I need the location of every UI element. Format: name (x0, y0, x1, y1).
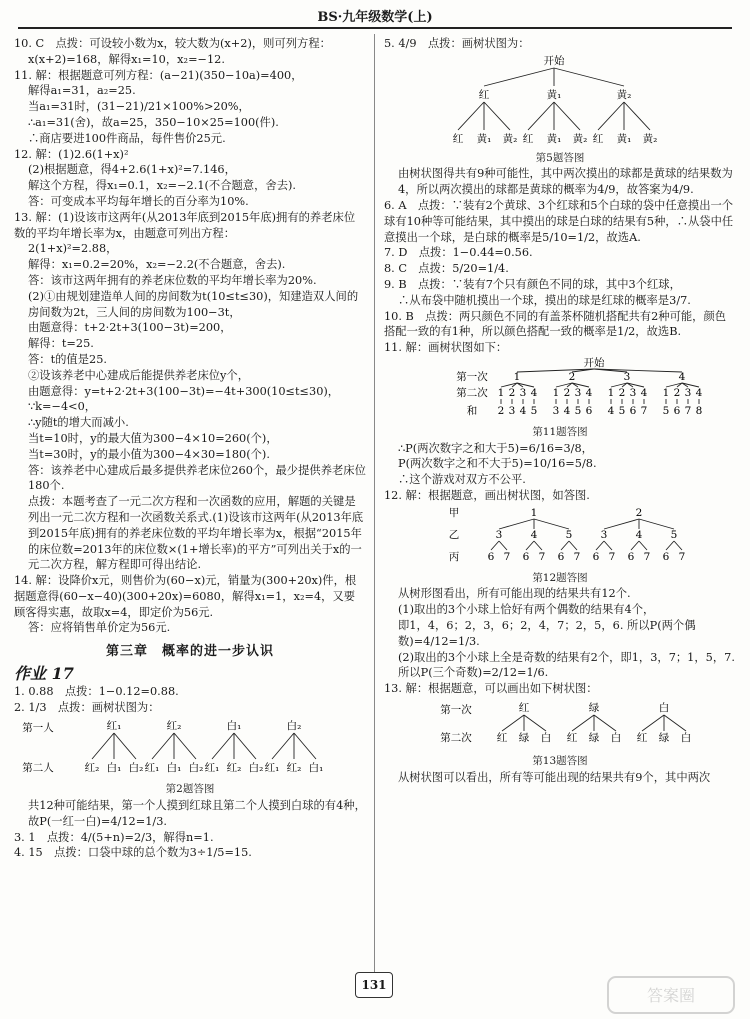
tree-node: 1 (513, 370, 521, 383)
answer-line: 11. 解：画树状图如下： (384, 341, 508, 355)
tree-leaf: 4 (695, 386, 703, 399)
tree-branch (664, 715, 686, 731)
row-label: 第二次 (456, 386, 488, 399)
tree-branch (458, 102, 484, 130)
tree-branch (604, 541, 612, 550)
tree-node: 绿 (588, 701, 600, 714)
answer-line: 答：可变成本平均每年增长的百分率为10%. (28, 194, 249, 208)
tree-leaf: 红 (592, 132, 604, 145)
tree-leaf: 白₂ (188, 762, 204, 775)
tree-branch (642, 715, 664, 731)
answer-line: 解得：x₁=0.2=20%，x₂=−2.2(不合题意，舍去). (28, 258, 286, 272)
tree-leaf: 白₂ (248, 762, 264, 775)
tree-branch (524, 715, 546, 731)
header-rule (18, 27, 732, 29)
tree-sum: 6 (673, 404, 681, 417)
answer-line: 13. 解：根据题意，可以画出如下树状图： (384, 682, 598, 696)
answer-line: 当t=30时，y的最小值为300−4×30=180(个). (28, 447, 270, 461)
answer-line: 即1，4，6；2，3，6；2，4，7；2，5，6. 所以P(两个偶数)=4/12=1/3. (398, 618, 696, 648)
row-label: 第一人 (22, 722, 54, 735)
tree-leaf: 7 (573, 550, 581, 563)
answer-line: 解这个方程，得x₁=0.1，x₂=−2.1(不合题意，舍去). (28, 179, 296, 193)
tree-branch (499, 519, 534, 529)
tree-sum: 3 (552, 404, 560, 417)
answer-line: ∵k=−4<0， (28, 400, 97, 414)
answer-line: 12. 解：(1)2.6(1+x)² (14, 147, 129, 161)
tree-branch (484, 102, 510, 130)
tree-branch (534, 519, 569, 529)
tree-branch (234, 733, 256, 759)
answer-line: ∴商店要进100件商品，每件售价25元. (28, 131, 226, 145)
tree-root: 开始 (583, 356, 605, 369)
tree-branch (484, 68, 554, 86)
answer-line: x(x+2)=168，解得x₁=10，x₂=−12. (28, 52, 225, 66)
answer-line: 1. 0.88 点拨：1−0.12=0.88. (14, 684, 179, 698)
tree-leaf: 黄₂ (502, 132, 518, 145)
tree-branch (499, 541, 507, 550)
tree-branch (554, 102, 580, 130)
tree-branch (212, 733, 234, 759)
tree-sum: 3 (508, 404, 516, 417)
tree-leaf: 红₂ (84, 762, 100, 775)
row-label: 第一次 (440, 703, 472, 716)
svg-text:答案圈: 答案圈 (646, 986, 696, 1005)
tree-branch (624, 102, 650, 130)
answer-line: 2(1+x)²=2.88， (28, 242, 118, 256)
row-label: 第二次 (440, 731, 472, 744)
column-divider (374, 34, 375, 994)
answer-line: 8. C 点拨：5/20=1/4. (384, 262, 509, 276)
answer-line: 7. D 点拨：1−0.44=0.56. (384, 246, 533, 260)
figure-2-tree (14, 715, 366, 777)
tree-branch (594, 715, 616, 731)
tree-sum: 5 (530, 404, 538, 417)
homework-title: 作业 17 (14, 664, 74, 684)
tree-leaf: 3 (629, 386, 637, 399)
tree-leaf: 红₂ (286, 762, 302, 775)
tree-leaf: 7 (608, 550, 616, 563)
tree-leaf: 黄₁ (546, 132, 562, 145)
tree-branch (272, 733, 294, 759)
tree-branch (114, 733, 136, 759)
row-label: 第二人 (22, 762, 54, 775)
tree-sum: 6 (585, 404, 593, 417)
answer-line: ∴a₁=31(舍)，故a=25，350−10×25=100(件). (28, 115, 279, 129)
tree-branch (639, 541, 647, 550)
tree-node: 红 (478, 88, 490, 101)
tree-leaf: 3 (684, 386, 692, 399)
tree-branch (534, 541, 542, 550)
tree-leaf: 红 (496, 731, 508, 744)
tree-branch (572, 715, 594, 731)
answer-line: 5. 4/9 点拨：画树状图为： (384, 37, 530, 50)
answer-line: ∴这个游戏对双方不公平. (398, 473, 526, 487)
tree-leaf: 白₁ (308, 762, 324, 775)
answer-line: ∴从布袋中随机摸出一个球，摸出的球是红球的概率是3/7. (398, 293, 691, 307)
figure-2-caption: 第2题答图 (165, 783, 215, 796)
row-label: 丙 (448, 550, 460, 563)
answer-line: (2)取出的3个小球上全是奇数的结果有2个，即1，3，7；1，5，7. 所以P(三个奇数)=2/12=1/6. (398, 650, 735, 680)
figure-5-tree (384, 52, 736, 146)
tree-leaf: 2 (508, 386, 516, 399)
answer-line: ②设该养老中心建成后能提供养老床位y个， (28, 368, 250, 382)
tree-sum: 2 (497, 404, 505, 417)
tree-leaf: 4 (585, 386, 593, 399)
answers-12-13 (384, 586, 736, 697)
row-label: 和 (466, 404, 478, 417)
tree-node: 红 (518, 701, 530, 714)
answer-line: (2)根据题意，得4+2.6(1+x)²=7.146， (28, 163, 236, 177)
answer-line: 答：该养老中心建成后最多提供养老床位260个，最少提供养老床位180个. (28, 463, 366, 493)
tree-branch (666, 541, 674, 550)
tree-leaf: 红 (566, 731, 578, 744)
tree-node: 白₁ (226, 720, 242, 733)
tree-node: 2 (635, 506, 643, 519)
tree-leaf: 黄₂ (642, 132, 658, 145)
tree-branch (92, 733, 114, 759)
tree-node: 白₂ (286, 720, 302, 733)
answer-line: 点拨：本题考查了一元二次方程和一次函数的应用，解题的关键是列出一元二次方程和一次函数关系式.(1)设该市这两年(从2013年底到2015年底)拥有的养老床位数的平均年增长率为x，根据“2015年的床位数=2013年的床位数×(1+增长率)的平方”可列出关于x的一元二次方程，解方程即可得出结论. (28, 495, 364, 572)
answer-line: 10. C 点拨：可设较小数为x，较大数为(x+2)，则可列方程： (14, 37, 331, 50)
tree-leaf: 2 (618, 386, 626, 399)
answer-line: P(两次数字之和不大于5)=10/16=5/8. (398, 457, 597, 471)
tree-node: 4 (635, 528, 643, 541)
tree-node: 4 (530, 528, 538, 541)
answer-line: 10. B 点拨：两只颜色不同的有盖茶杯随机搭配共有2种可能，颜色搭配一致的有1种，所以颜色搭配一致的概率是1/2，故选B. (384, 309, 727, 339)
tree-leaf: 红 (452, 132, 464, 145)
tree-node: 3 (495, 528, 503, 541)
answer-5 (384, 36, 736, 52)
answer-line: 当a₁=31时，(31−21)/21×100%>20%， (28, 100, 250, 114)
tree-branch (526, 541, 534, 550)
tree-leaf: 3 (519, 386, 527, 399)
answer-line: 9. B 点拨：∵装有7个只有颜色不同的球，其中3个红球， (384, 277, 681, 291)
tree-branch (554, 68, 624, 86)
tree-node: 5 (670, 528, 678, 541)
tree-branch (604, 519, 639, 529)
tree-node: 3 (600, 528, 608, 541)
tree-sum: 7 (640, 404, 648, 417)
tree-leaf: 3 (574, 386, 582, 399)
tree-branch (491, 541, 499, 550)
answers-6-11 (384, 166, 736, 356)
chapter-title: 第三章 概率的进一步认识 (105, 644, 274, 660)
tree-leaf: 绿 (518, 731, 530, 744)
right-column (384, 36, 736, 785)
tree-branch (174, 733, 196, 759)
answer-line: (2)①由规划建造单人间的房间数为t(10≤t≤30)，知建造双人间的房间数为2t，三人间的房间数为100−3t， (28, 289, 359, 319)
tree-leaf: 6 (487, 550, 495, 563)
answers-block-hw17-cont (14, 798, 366, 861)
figure-11-caption: 第11题答图 (532, 425, 588, 438)
figure-13-tree (384, 697, 736, 749)
tree-leaf: 白 (540, 731, 552, 744)
tree-branch (631, 541, 639, 550)
tree-leaf: 7 (538, 550, 546, 563)
tree-branch (528, 102, 554, 130)
tree-branch (598, 102, 624, 130)
tree-leaf: 白₁ (106, 762, 122, 775)
answer-line: 答：应将销售单价定为56元. (28, 621, 171, 635)
tree-branch (674, 541, 682, 550)
answer-line: 13. 解：(1)设该市这两年(从2013年底到2015年底)拥有的养老床位数的平均年增长率为x，由题意可列出方程： (14, 210, 356, 240)
answer-line: 解得a₁=31，a₂=25. (28, 84, 136, 98)
figure-13-caption: 第13题答图 (532, 754, 588, 767)
tree-leaf: 黄₁ (476, 132, 492, 145)
tree-sum: 8 (695, 404, 703, 417)
tree-leaf: 黄₂ (572, 132, 588, 145)
answer-line: 从树状图可以看出，所有等可能出现的结果共有9个，其中两次 (398, 770, 711, 784)
tree-leaf: 绿 (588, 731, 600, 744)
tree-sum: 5 (618, 404, 626, 417)
tree-node: 白 (658, 701, 670, 714)
tree-node: 黄₂ (616, 88, 632, 101)
figure-11-tree (384, 356, 736, 420)
page-number: 131 (355, 972, 393, 998)
answer-line: ∴P(两次数字之和大于5)=6/16=3/8， (398, 441, 593, 455)
tree-leaf: 1 (552, 386, 560, 399)
header-title: BS·九年级数学(上) (317, 10, 433, 25)
tree-sum: 4 (519, 404, 527, 417)
tree-node: 红₁ (106, 720, 122, 733)
tree-leaf: 4 (530, 386, 538, 399)
tree-leaf: 红₁ (204, 762, 220, 775)
tree-leaf: 白₁ (166, 762, 182, 775)
tree-branch (294, 733, 316, 759)
tree-leaf: 7 (643, 550, 651, 563)
tree-node: 5 (565, 528, 573, 541)
left-column (14, 36, 366, 861)
answer-line: 6. A 点拨：∵装有2个黄球、3个红球和5个白球的袋中任意摸出一个球有10种等可能结果，其中摸出的球是白球的结果有5种，∴从袋中任意摸出一个球，是白球的概率是5/10=1/2，故选A. (384, 198, 734, 244)
tree-sum: 4 (563, 404, 571, 417)
tree-node: 2 (568, 370, 576, 383)
answer-line: 4. 15 点拨：口袋中球的总个数为3÷1/5=15. (14, 846, 252, 860)
answers-block-hw17 (14, 684, 366, 716)
tree-sum: 4 (607, 404, 615, 417)
tree-leaf: 1 (607, 386, 615, 399)
answer-line: 3. 1 点拨：4/(5+n)=2/3，解得n=1. (14, 830, 214, 844)
tree-leaf: 黄₁ (616, 132, 632, 145)
answer-line: 14. 解：设降价x元，则售价为(60−x)元，销量为(300+20x)件，根据题意得(60−x−40)(300+20x)=6080，解得x₁=1，x₂=4，又要顾客得实惠，故取x=4，即定价为56元. (14, 574, 357, 619)
tree-leaf: 白 (610, 731, 622, 744)
answer-line: 从树形图看出，所有可能出现的结果共有12个. (398, 587, 631, 601)
figure-5-caption: 第5题答图 (535, 151, 585, 164)
answer-line: 答：t的值是25. (28, 352, 107, 366)
answers-block-ch2 (14, 36, 366, 636)
tree-leaf: 2 (673, 386, 681, 399)
tree-leaf: 6 (592, 550, 600, 563)
answer-line: 由题意得：t+2·2t+3(100−3t)=200， (28, 321, 232, 335)
tree-node: 1 (530, 506, 538, 519)
answer-line: 共12种可能结果，第一个人摸到红球且第二个人摸到白球的有4种，故P(一红一白)=4/12=1/3. (28, 799, 366, 828)
tree-leaf: 4 (640, 386, 648, 399)
row-label: 第一次 (456, 370, 488, 383)
tree-leaf: 6 (557, 550, 565, 563)
figure-12-tree (384, 504, 736, 566)
tree-sum: 7 (684, 404, 692, 417)
answer-line: 解得：t=25. (28, 337, 94, 351)
tree-leaf: 2 (563, 386, 571, 399)
answer-13-tail (384, 770, 736, 786)
answers-11-12 (384, 441, 736, 504)
tree-leaf: 白₂ (128, 762, 144, 775)
watermark-logo (606, 975, 736, 1015)
answer-line: 11. 解：根据题意可列方程：(a−21)(350−10a)=400， (14, 68, 303, 82)
tree-node: 红₂ (166, 720, 182, 733)
page-header (0, 0, 750, 30)
tree-branch (561, 541, 569, 550)
figure-12-caption: 第12题答图 (532, 571, 588, 584)
tree-sum: 6 (629, 404, 637, 417)
tree-root: 开始 (543, 54, 565, 67)
answer-line: (1)取出的3个小球上恰好有两个偶数的结果有4个， (398, 603, 655, 617)
answer-line: 12. 解：根据题意，画出树状图，如答图. (384, 488, 590, 502)
tree-leaf: 红₁ (144, 762, 160, 775)
tree-leaf: 绿 (658, 731, 670, 744)
row-label: 乙 (448, 528, 460, 541)
answer-line: 答：该市这两年拥有的养老床位数的平均年增长率为20%. (28, 273, 317, 287)
tree-node: 黄₁ (546, 88, 562, 101)
answer-line: 2. 1/3 点拨：画树状图为： (14, 700, 160, 714)
answer-line: 当t=10时，y的最大值为300−4×10=260(个)， (28, 431, 278, 445)
tree-leaf: 红₁ (264, 762, 280, 775)
row-label: 甲 (448, 506, 460, 519)
answer-line: ∴y随t的增大而减小. (28, 416, 129, 430)
tree-leaf: 红₂ (226, 762, 242, 775)
tree-node: 4 (678, 370, 686, 383)
tree-leaf: 红 (636, 731, 648, 744)
answer-line: 由题意得：y=t+2·2t+3(100−3t)=−4t+300(10≤t≤30)， (28, 384, 340, 398)
tree-leaf: 6 (627, 550, 635, 563)
tree-sum: 5 (662, 404, 670, 417)
tree-branch (596, 541, 604, 550)
answer-line: 由树状图得共有9种可能性，其中两次摸出的球都是黄球的结果数为4，所以两次摸出的球都是黄球的概率为4/9，故答案为4/9. (398, 167, 733, 197)
tree-leaf: 1 (497, 386, 505, 399)
tree-branch (569, 541, 577, 550)
tree-branch (639, 519, 674, 529)
tree-leaf: 红 (522, 132, 534, 145)
tree-branch (152, 733, 174, 759)
tree-leaf: 6 (522, 550, 530, 563)
tree-leaf: 6 (662, 550, 670, 563)
tree-leaf: 7 (678, 550, 686, 563)
tree-leaf: 7 (503, 550, 511, 563)
tree-node: 3 (623, 370, 631, 383)
tree-leaf: 白 (680, 731, 692, 744)
tree-sum: 5 (574, 404, 582, 417)
tree-leaf: 1 (662, 386, 670, 399)
tree-branch (502, 715, 524, 731)
